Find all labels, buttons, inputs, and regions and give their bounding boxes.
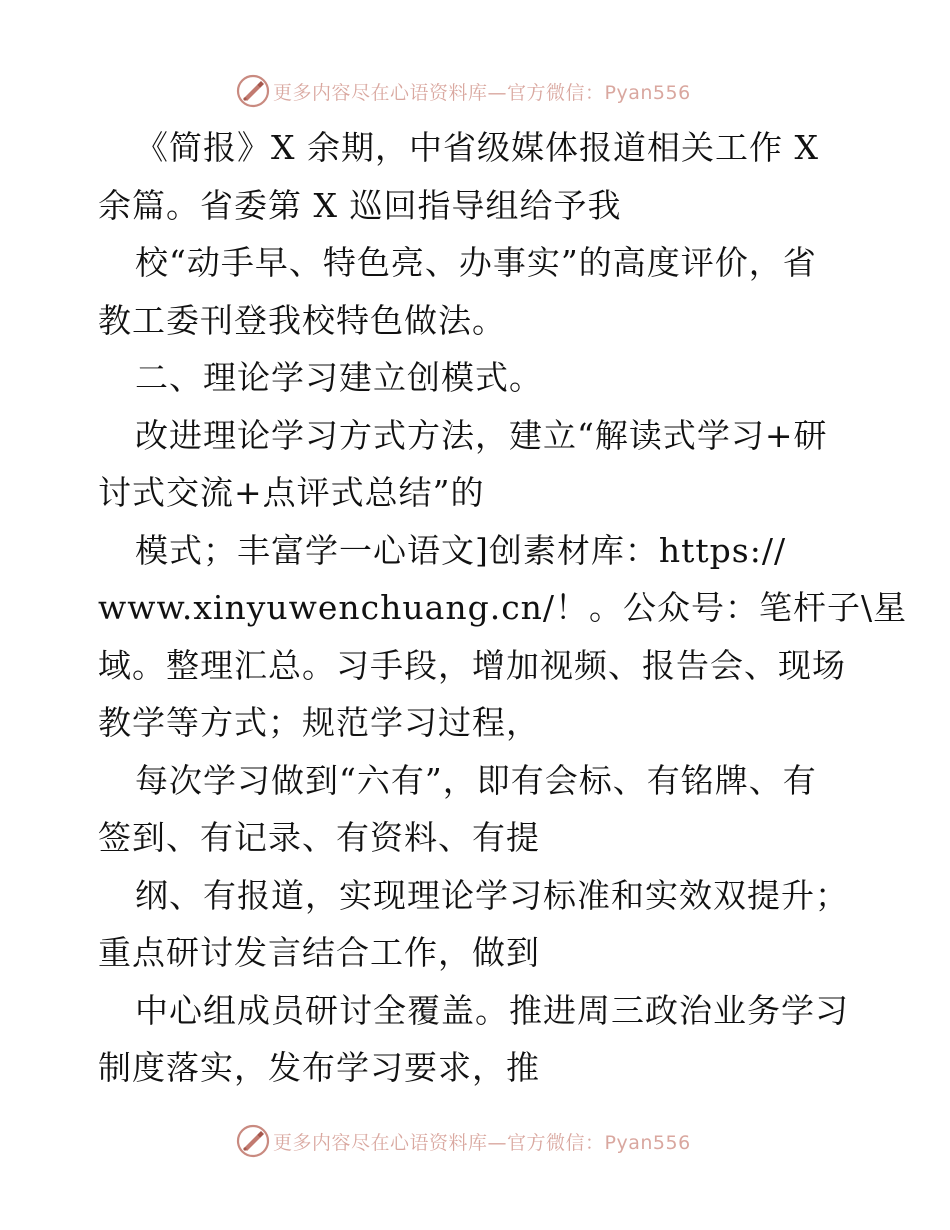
text-line: 余篇。省委第 X 巡回指导组给予我 bbox=[98, 185, 622, 225]
pen-logo-icon bbox=[235, 73, 271, 109]
text-line: 教学等方式；规范学习过程， bbox=[98, 703, 540, 742]
section-heading: 二、理论学习建立创模式。 bbox=[135, 358, 543, 397]
text-line: 纲、有报道，实现理论学习标准和实效双提升； bbox=[135, 875, 849, 915]
text-line: 签到、有记录、有资料、有提 bbox=[98, 818, 540, 857]
text-line: 教工委刊登我校特色做法。 bbox=[98, 300, 506, 340]
header-watermark bbox=[235, 71, 691, 111]
text-line: 改进理论学习方式方法，建立“解读式学习+研 bbox=[135, 415, 828, 455]
text-line: 模式；丰富学一心语文]创素材库：https:// bbox=[135, 530, 787, 570]
watermark-text: 更多内容尽在心语资料库—官方微信：Pyan556 bbox=[273, 1131, 691, 1154]
text-line: 校“动手早、特色亮、办事实”的高度评价，省 bbox=[135, 243, 817, 282]
text-line: 重点研讨发言结合工作，做到 bbox=[98, 933, 540, 972]
text-line: 《简报》X 余期，中省级媒体报道相关工作 X bbox=[135, 128, 819, 167]
text-line: 讨式交流+点评式总结”的 bbox=[98, 473, 485, 512]
pen-logo-icon bbox=[235, 1123, 271, 1159]
text-line: 制度落实，发布学习要求，推 bbox=[98, 1048, 540, 1087]
watermark-text: 更多内容尽在心语资料库—官方微信：Pyan556 bbox=[273, 81, 691, 104]
text-line: 域。整理汇总。习手段，增加视频、报告会、现场 bbox=[98, 645, 846, 685]
text-line: www.xinyuwenchuang.cn/！。公众号：笔杆子\星 bbox=[98, 588, 908, 627]
footer-watermark bbox=[235, 1121, 691, 1161]
text-line: 每次学习做到“六有”，即有会标、有铭牌、有 bbox=[135, 760, 817, 800]
text-line: 中心组成员研讨全覆盖。推进周三政治业务学习 bbox=[135, 990, 849, 1030]
document-body bbox=[98, 119, 908, 1097]
